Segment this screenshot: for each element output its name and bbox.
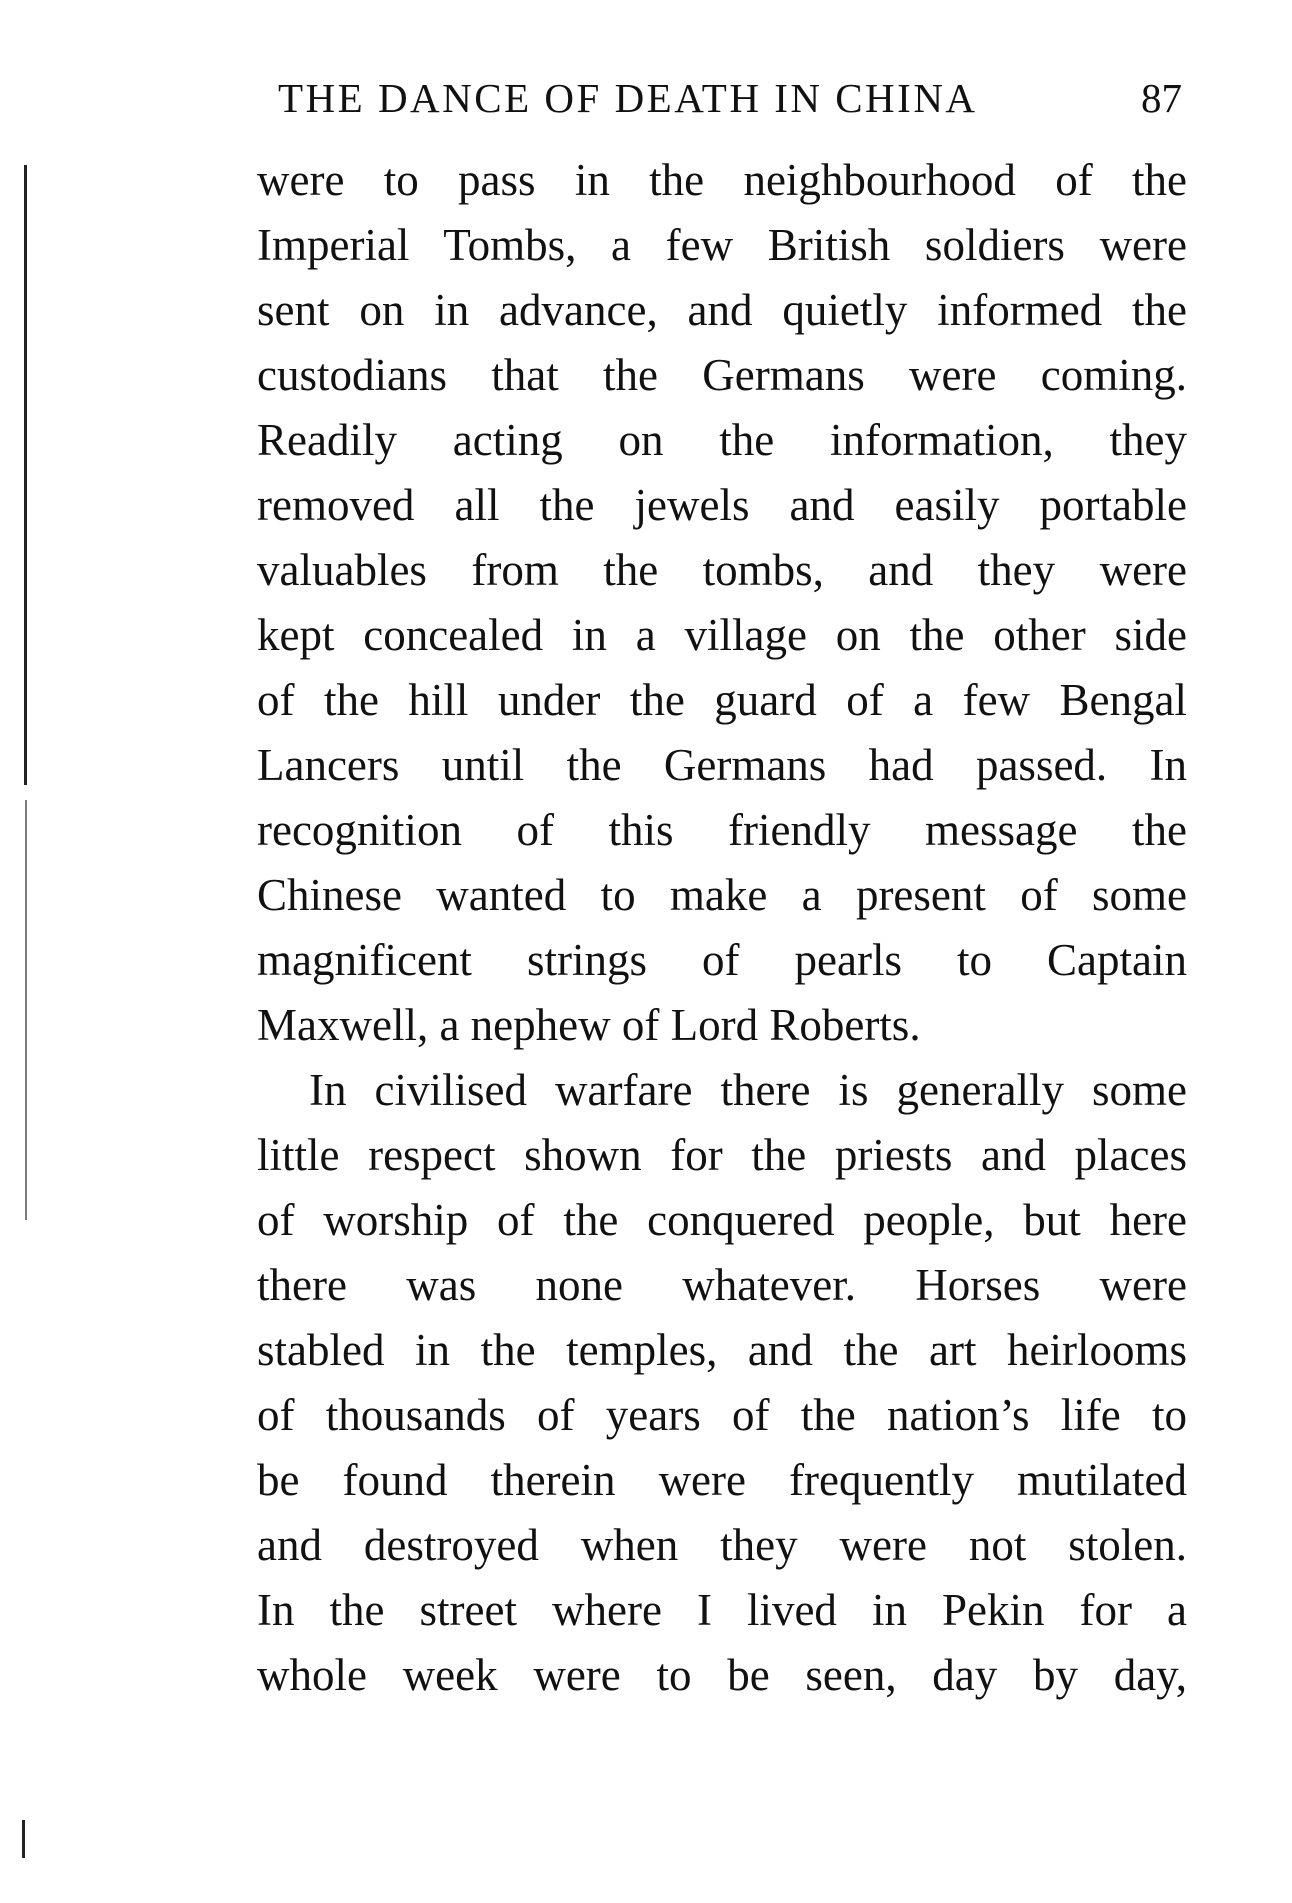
text-line: recognition of this friendly message the [257, 805, 1187, 855]
text-line: custodians that the Germans were coming. [257, 350, 1187, 400]
text-line: In the street where I lived in Pekin for a [257, 1585, 1187, 1635]
text-line: of worship of the conquered people, but here [257, 1195, 1187, 1245]
text-line: valuables from the tombs, and they were [257, 545, 1187, 595]
text-line: kept concealed in a village on the other side [257, 610, 1187, 660]
text-line: whole week were to be seen, day by day, [257, 1650, 1187, 1700]
text-line: removed all the jewels and easily portable [257, 480, 1187, 530]
body-text [257, 148, 1187, 1708]
text-line: stabled in the temples, and the art heirlooms [257, 1325, 1187, 1375]
page-header [272, 68, 1182, 128]
scan-gutter-tick [22, 1820, 25, 1858]
text-line: Readily acting on the information, they [257, 415, 1187, 465]
paragraph-end-line: Maxwell, a nephew of Lord Roberts. [257, 1000, 921, 1050]
text-line: of thousands of years of the nation’s life to [257, 1390, 1187, 1440]
paragraph-start-line: In civilised warfare there is generally some [309, 1065, 1187, 1115]
text-line: there was none whatever. Horses were [257, 1260, 1187, 1310]
text-line: magnificent strings of pearls to Captain [257, 935, 1187, 985]
scan-gutter-line [24, 165, 27, 785]
text-line: of the hill under the guard of a few Bengal [257, 675, 1187, 725]
text-line: were to pass in the neighbourhood of the [257, 155, 1187, 205]
text-line: Chinese wanted to make a present of some [257, 870, 1187, 920]
text-line: Lancers until the Germans had passed. In [257, 740, 1187, 790]
text-line: sent on in advance, and quietly informed the [257, 285, 1187, 335]
text-line: be found therein were frequently mutilated [257, 1455, 1187, 1505]
page-number: 87 [1141, 75, 1182, 121]
text-line: and destroyed when they were not stolen. [257, 1520, 1187, 1570]
text-line: Imperial Tombs, a few British soldiers were [257, 220, 1187, 270]
text-line: little respect shown for the priests and places [257, 1130, 1187, 1180]
running-title: THE DANCE OF DEATH IN CHINA [278, 75, 978, 121]
scan-gutter-line-lower [25, 800, 27, 1220]
